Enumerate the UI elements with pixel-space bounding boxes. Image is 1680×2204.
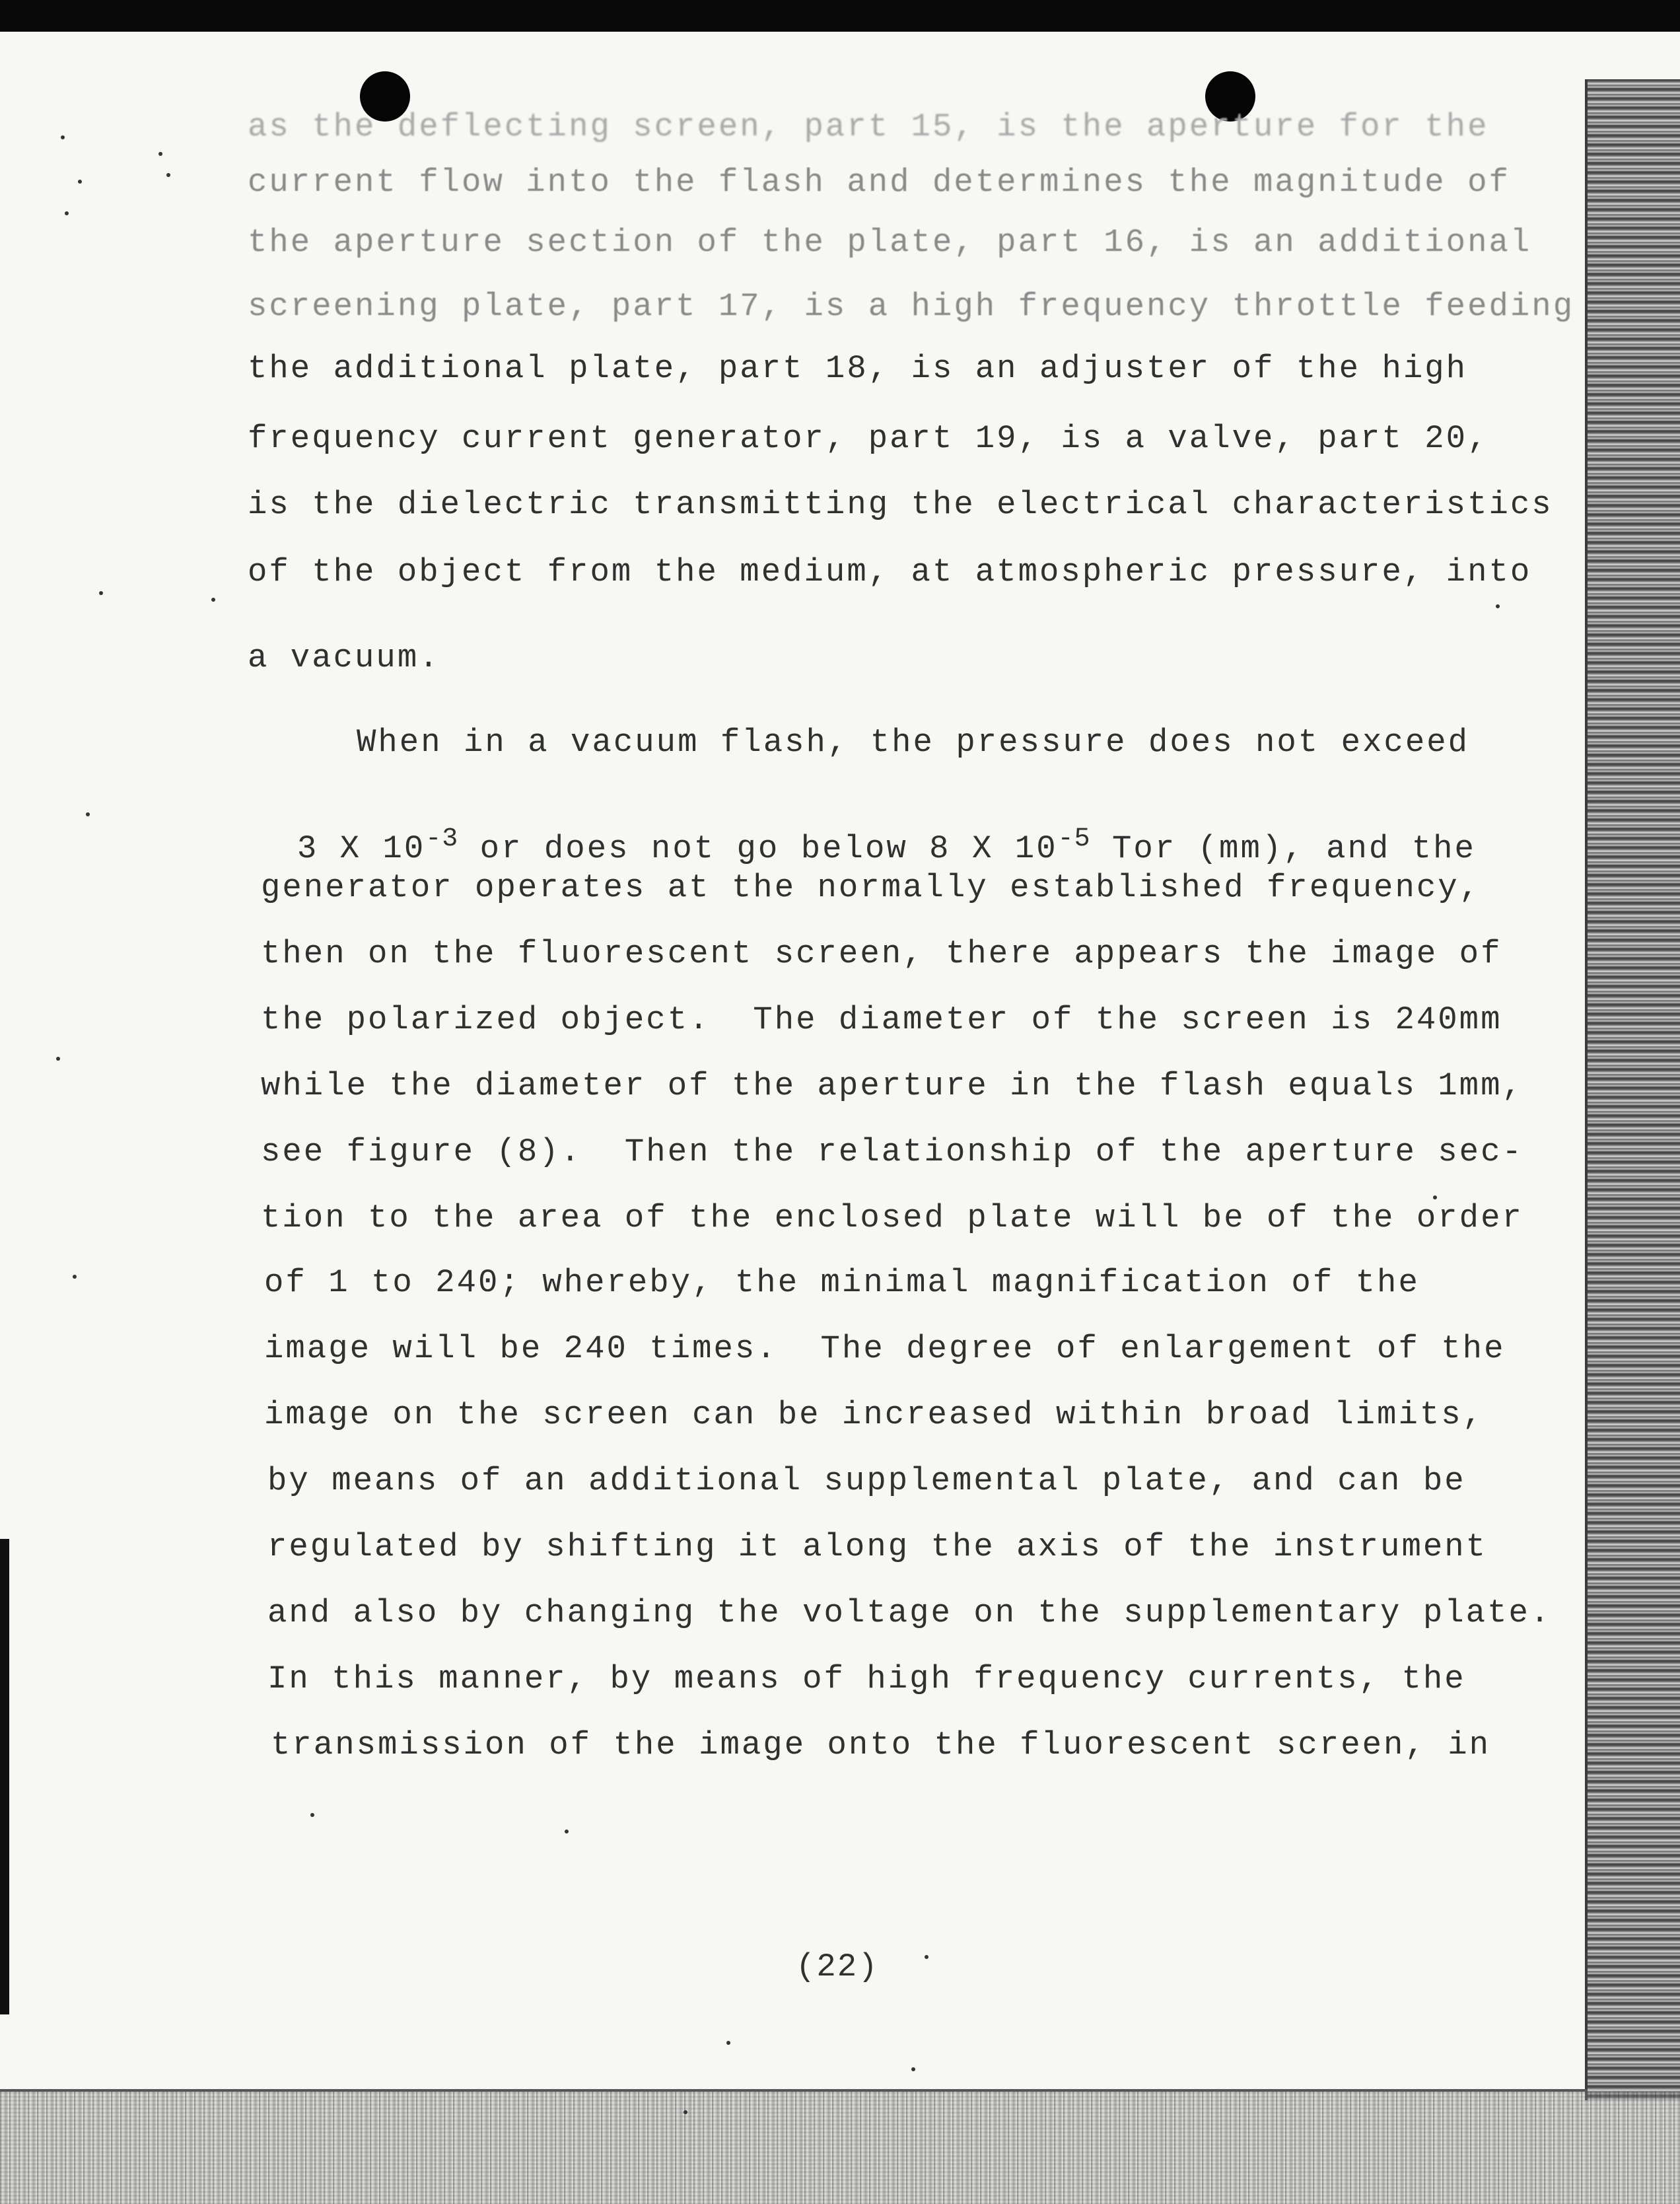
text-line: image will be 240 times. The degree of enlargement of the xyxy=(264,1330,1506,1367)
text-line: as the deflecting screen, part 15, is the aperture for the xyxy=(248,108,1489,145)
speck xyxy=(211,598,215,602)
text-line: a vacuum. xyxy=(248,639,440,676)
speck xyxy=(158,152,162,156)
text-line: frequency current generator, part 19, is a valve, part 20, xyxy=(248,420,1489,457)
text-line: of the object from the medium, at atmospheric pressure, into xyxy=(248,553,1532,590)
pressure-lower-base: or does not go below 8 X 10 xyxy=(458,830,1058,867)
pressure-upper-exponent: -3 xyxy=(425,824,459,854)
speck xyxy=(911,2067,915,2071)
text-line: screening plate, part 17, is a high frequency throttle feeding xyxy=(248,288,1575,325)
text-line: In this manner, by means of high frequency currents, the xyxy=(267,1660,1466,1697)
text-line: of 1 to 240; whereby, the minimal magnification of the xyxy=(264,1264,1420,1301)
speck xyxy=(61,135,65,139)
scan-top-border xyxy=(0,0,1680,32)
text-line: transmission of the image onto the fluorescent screen, in xyxy=(271,1726,1491,1763)
text-line: the additional plate, part 18, is an adjuster of the high xyxy=(248,350,1468,387)
speck xyxy=(56,1057,60,1061)
text-line: tion to the area of the enclosed plate will be of the order xyxy=(261,1199,1523,1236)
speck xyxy=(99,591,103,595)
speck xyxy=(86,812,90,816)
speck xyxy=(166,173,170,177)
text-line: image on the screen can be increased within broad limits, xyxy=(264,1396,1485,1433)
page-number: (22) xyxy=(796,1948,879,1985)
text-line: is the dielectric transmitting the electrical characteristics xyxy=(248,486,1553,523)
text-line: by means of an additional supplemental plate, and can be xyxy=(267,1462,1466,1499)
speck xyxy=(78,180,82,184)
text-line: see figure (8). Then the relationship of the aperture sec- xyxy=(261,1133,1523,1170)
speck xyxy=(925,1955,928,1959)
pressure-unit: Tor (mm), and the xyxy=(1090,830,1476,867)
paragraph-first-line: When in a vacuum flash, the pressure does not exceed xyxy=(357,724,1470,761)
speck xyxy=(565,1830,569,1833)
scan-bottom-noise xyxy=(0,2092,1680,2204)
text-line: and also by changing the voltage on the supplementary plate. xyxy=(267,1594,1552,1631)
pressure-upper-base: 3 X 10 xyxy=(297,830,426,867)
speck xyxy=(726,2041,730,2045)
text-line: generator operates at the normally established frequency, xyxy=(261,869,1481,906)
speck xyxy=(65,211,69,215)
text-line: then on the fluorescent screen, there appears the image of xyxy=(261,935,1502,972)
text-line: current flow into the flash and determines the magnitude of xyxy=(248,164,1510,201)
scan-left-mark xyxy=(0,1539,9,2014)
speck xyxy=(73,1275,77,1279)
pressure-lower-exponent: -5 xyxy=(1057,824,1091,854)
text-line: the aperture section of the plate, part 16, is an additional xyxy=(248,224,1532,261)
speck xyxy=(310,1813,314,1817)
text-line: the polarized object. The diameter of the screen is 240mm xyxy=(261,1001,1502,1038)
speck xyxy=(683,2110,687,2114)
scan-right-edge xyxy=(1588,79,1680,2100)
pressure-line xyxy=(254,800,1476,865)
text-line: while the diameter of the aperture in the flash equals 1mm, xyxy=(261,1067,1523,1104)
text-line: regulated by shifting it along the axis of the instrument xyxy=(267,1528,1488,1565)
speck xyxy=(1496,604,1500,608)
